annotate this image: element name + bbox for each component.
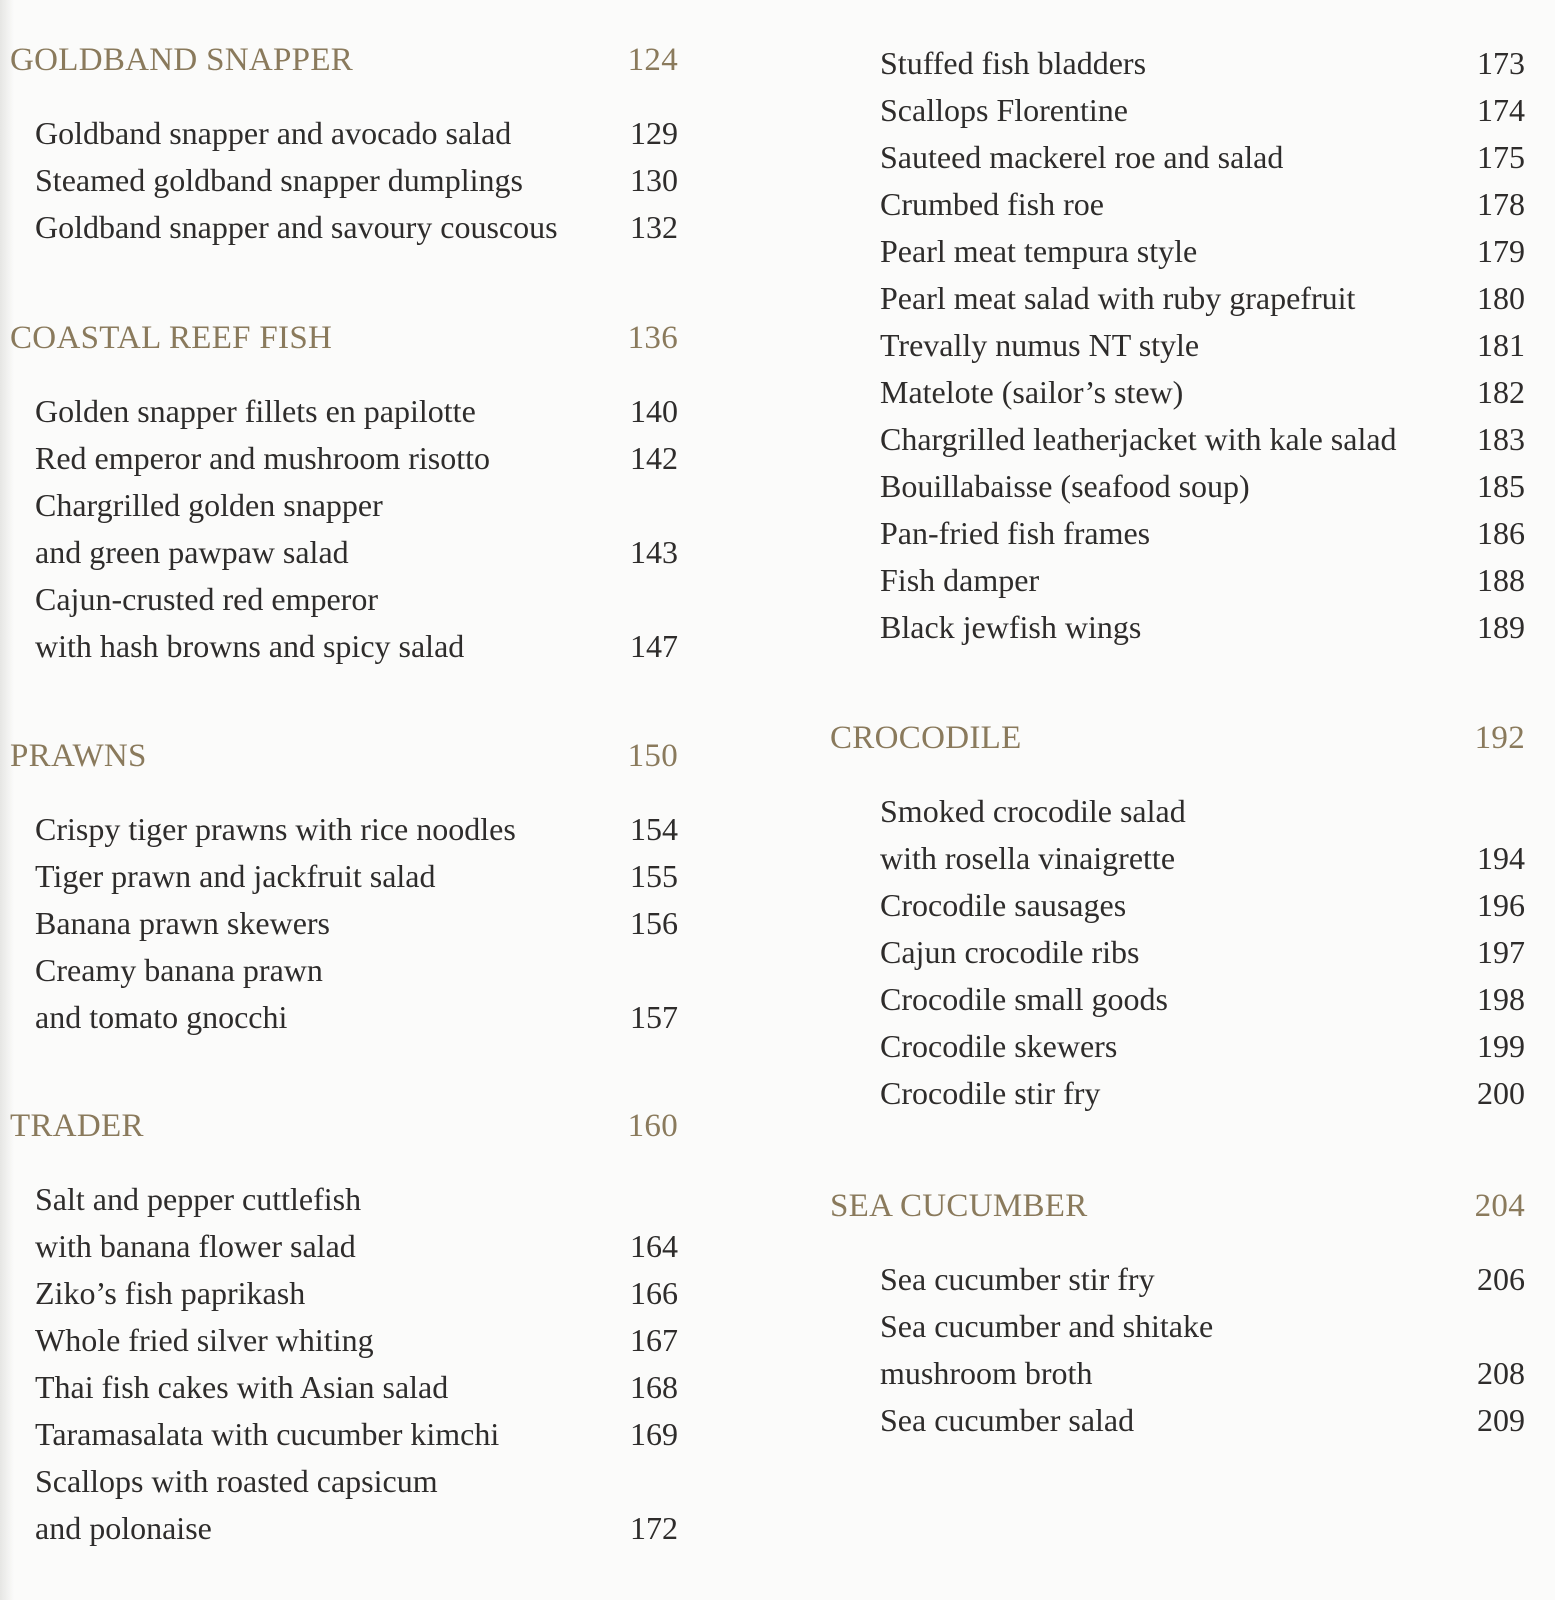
recipe-title xyxy=(35,1364,448,1411)
recipe-title-line: Fish damper xyxy=(880,562,1040,598)
recipe-title-line: Scallops with roasted capsicum xyxy=(35,1463,438,1499)
recipe-entry xyxy=(880,322,1525,369)
recipe-entry xyxy=(880,1256,1525,1303)
recipe-entry xyxy=(35,1317,678,1364)
recipe-title xyxy=(880,134,1283,181)
section-heading xyxy=(10,1108,678,1148)
recipe-title xyxy=(35,900,330,947)
recipe-page-number: 157 xyxy=(630,999,678,1035)
recipe-title xyxy=(35,482,383,576)
recipe-entry xyxy=(35,482,678,576)
section-heading xyxy=(10,320,678,360)
recipe-page-number: 142 xyxy=(630,440,678,476)
recipe-title-line: Red emperor and mushroom risotto xyxy=(35,440,491,476)
recipe-page-number: 172 xyxy=(630,1510,678,1546)
recipe-title-line: Crocodile small goods xyxy=(880,981,1168,1017)
recipe-title-line: Scallops Florentine xyxy=(880,92,1128,128)
recipe-title-line: Pan-fried fish frames xyxy=(880,515,1151,551)
recipe-entry xyxy=(880,275,1525,322)
recipe-title-line: Banana prawn skewers xyxy=(35,905,330,941)
recipe-title xyxy=(880,788,1186,882)
recipe-entry xyxy=(35,1458,678,1552)
recipe-entry xyxy=(880,788,1525,882)
section-page-number: 204 xyxy=(1474,1188,1525,1224)
recipe-page-number: 143 xyxy=(630,534,678,570)
recipe-title-line: and polonaise xyxy=(35,1510,212,1546)
recipe-entry xyxy=(880,463,1525,510)
recipe-page-number: 194 xyxy=(1477,840,1525,876)
recipe-entry xyxy=(880,976,1525,1023)
recipe-title xyxy=(35,204,558,251)
section-heading xyxy=(830,1188,1525,1228)
recipe-page-number: 188 xyxy=(1477,562,1525,598)
section-page-number: 124 xyxy=(627,42,678,78)
recipe-page-number: 156 xyxy=(630,905,678,941)
recipe-title-line: Taramasalata with cucumber kimchi xyxy=(35,1416,500,1452)
recipe-title-line: Pearl meat tempura style xyxy=(880,233,1198,269)
recipe-title-line: Smoked crocodile salad xyxy=(880,793,1186,829)
recipe-entry xyxy=(35,576,678,670)
recipe-title xyxy=(35,1270,305,1317)
recipe-entry xyxy=(880,181,1525,228)
recipe-title xyxy=(880,1397,1134,1444)
recipe-title xyxy=(35,435,490,482)
recipe-title-line: Chargrilled leatherjacket with kale salad xyxy=(880,421,1397,457)
recipe-entry xyxy=(880,557,1525,604)
recipe-title-line: Pearl meat salad with ruby grapefruit xyxy=(880,280,1356,316)
recipe-title xyxy=(880,557,1039,604)
recipe-page-number: 132 xyxy=(630,209,678,245)
recipe-entry xyxy=(880,40,1525,87)
section-page-number: 136 xyxy=(627,320,678,356)
recipe-entry xyxy=(35,204,678,251)
recipe-title-line: Goldband snapper and savoury couscous xyxy=(35,209,558,245)
recipe-title-line: Sea cucumber stir fry xyxy=(880,1261,1155,1297)
recipe-entry xyxy=(35,110,678,157)
recipe-page-number: 183 xyxy=(1477,421,1525,457)
recipe-page-number: 200 xyxy=(1477,1075,1525,1111)
recipe-title xyxy=(880,1070,1100,1117)
recipe-entry xyxy=(880,510,1525,557)
recipe-entry xyxy=(35,1411,678,1458)
recipe-title-line: Ziko’s fish paprikash xyxy=(35,1275,306,1311)
recipe-entry xyxy=(880,929,1525,976)
recipe-entry xyxy=(35,947,678,1041)
recipe-page-number: 198 xyxy=(1477,981,1525,1017)
recipe-page-number: 180 xyxy=(1477,280,1525,316)
recipe-page-number: 147 xyxy=(630,628,678,664)
recipe-page-number: 186 xyxy=(1477,515,1525,551)
recipe-page-number: 197 xyxy=(1477,934,1525,970)
recipe-page-number: 167 xyxy=(630,1322,678,1358)
recipe-page-number: 155 xyxy=(630,858,678,894)
recipe-page-number: 209 xyxy=(1477,1402,1525,1438)
section-heading xyxy=(10,738,678,778)
recipe-title xyxy=(35,947,323,1041)
recipe-page-number: 154 xyxy=(630,811,678,847)
section-title: PRAWNS xyxy=(10,738,147,774)
recipe-title xyxy=(35,110,511,157)
recipe-title xyxy=(880,604,1141,651)
recipe-page-number: 182 xyxy=(1477,374,1525,410)
recipe-title-line: Stuffed fish bladders xyxy=(880,45,1147,81)
recipe-title-line: Tiger prawn and jackfruit salad xyxy=(35,858,436,894)
recipe-title-line: Creamy banana prawn xyxy=(35,952,323,988)
recipe-title-line: Crispy tiger prawns with rice noodles xyxy=(35,811,516,847)
section-title: SEA CUCUMBER xyxy=(830,1188,1088,1224)
recipe-page-number: 185 xyxy=(1477,468,1525,504)
recipe-title-line: Cajun-crusted red emperor xyxy=(35,581,378,617)
recipe-page-number: 164 xyxy=(630,1228,678,1264)
recipe-title xyxy=(35,157,523,204)
recipe-title xyxy=(35,1458,438,1552)
recipe-title xyxy=(35,576,464,670)
recipe-title-line: Sea cucumber and shitake xyxy=(880,1308,1214,1344)
recipe-title xyxy=(880,976,1168,1023)
recipe-page-number: 169 xyxy=(630,1416,678,1452)
recipe-title-line: with banana flower salad xyxy=(35,1228,356,1264)
recipe-entry xyxy=(35,806,678,853)
recipe-title xyxy=(880,1303,1213,1397)
recipe-title-line: and tomato gnocchi xyxy=(35,999,288,1035)
recipe-title-line: and green pawpaw salad xyxy=(35,534,349,570)
recipe-entry xyxy=(35,853,678,900)
recipe-title-line: Sea cucumber salad xyxy=(880,1402,1135,1438)
recipe-entry xyxy=(880,604,1525,651)
recipe-title xyxy=(880,1256,1155,1303)
section-title: CROCODILE xyxy=(830,720,1022,756)
recipe-entry xyxy=(35,435,678,482)
section-heading xyxy=(830,720,1525,760)
section-page-number: 192 xyxy=(1474,720,1525,756)
recipe-page-number: 179 xyxy=(1477,233,1525,269)
recipe-title xyxy=(880,882,1126,929)
recipe-title xyxy=(880,322,1199,369)
recipe-title xyxy=(880,510,1150,557)
recipe-entry xyxy=(35,157,678,204)
recipe-title xyxy=(880,416,1397,463)
recipe-entry xyxy=(880,228,1525,275)
recipe-page-number: 189 xyxy=(1477,609,1525,645)
recipe-entry xyxy=(880,882,1525,929)
recipe-title-line: Goldband snapper and avocado salad xyxy=(35,115,512,151)
recipe-title-line: Matelote (sailor’s stew) xyxy=(880,374,1184,410)
recipe-title-line: Thai fish cakes with Asian salad xyxy=(35,1369,449,1405)
recipe-title-line: with hash browns and spicy salad xyxy=(35,628,465,664)
section-title: COASTAL REEF FISH xyxy=(10,320,333,356)
recipe-title-line: Steamed goldband snapper dumplings xyxy=(35,162,523,198)
recipe-page-number: 140 xyxy=(630,393,678,429)
recipe-entry xyxy=(880,416,1525,463)
recipe-title xyxy=(880,369,1183,416)
recipe-title-line: Crumbed fish roe xyxy=(880,186,1104,222)
recipe-page-number: 208 xyxy=(1477,1355,1525,1391)
recipe-title-line: Bouillabaisse (seafood soup) xyxy=(880,468,1250,504)
recipe-page-number: 130 xyxy=(630,162,678,198)
recipe-title xyxy=(35,1411,499,1458)
recipe-entry xyxy=(35,388,678,435)
section-page-number: 150 xyxy=(627,738,678,774)
recipe-title xyxy=(35,1317,374,1364)
section-title: GOLDBAND SNAPPER xyxy=(10,42,354,78)
recipe-page-number: 175 xyxy=(1477,139,1525,175)
recipe-title xyxy=(880,275,1355,322)
recipe-title-line: Whole fried silver whiting xyxy=(35,1322,374,1358)
section-title: TRADER xyxy=(10,1108,144,1144)
recipe-page-number: 199 xyxy=(1477,1028,1525,1064)
recipe-title xyxy=(880,929,1139,976)
recipe-entry xyxy=(35,1176,678,1270)
recipe-title xyxy=(35,806,516,853)
recipe-entry xyxy=(880,1303,1525,1397)
recipe-entry xyxy=(35,1270,678,1317)
page-gutter-shade xyxy=(0,0,14,1600)
recipe-title-line: mushroom broth xyxy=(880,1355,1093,1391)
recipe-title-line: Trevally numus NT style xyxy=(880,327,1200,363)
recipe-page-number: 196 xyxy=(1477,887,1525,923)
recipe-entry xyxy=(880,1397,1525,1444)
recipe-title xyxy=(880,87,1128,134)
recipe-title xyxy=(880,1023,1117,1070)
recipe-title xyxy=(880,228,1197,275)
section-page-number: 160 xyxy=(627,1108,678,1144)
recipe-page-number: 166 xyxy=(630,1275,678,1311)
recipe-entry xyxy=(35,900,678,947)
recipe-title-line: Salt and pepper cuttlefish xyxy=(35,1181,362,1217)
recipe-title xyxy=(880,463,1250,510)
recipe-title-line: Chargrilled golden snapper xyxy=(35,487,383,523)
recipe-title-line: with rosella vinaigrette xyxy=(880,840,1176,876)
recipe-entry xyxy=(880,134,1525,181)
recipe-page-number: 173 xyxy=(1477,45,1525,81)
recipe-title-line: Black jewfish wings xyxy=(880,609,1142,645)
recipe-title xyxy=(880,40,1146,87)
recipe-title-line: Crocodile skewers xyxy=(880,1028,1118,1064)
section-heading xyxy=(10,42,678,82)
recipe-title-line: Crocodile sausages xyxy=(880,887,1127,923)
recipe-page-number: 178 xyxy=(1477,186,1525,222)
recipe-title-line: Sauteed mackerel roe and salad xyxy=(880,139,1284,175)
recipe-entry xyxy=(35,1364,678,1411)
recipe-entry xyxy=(880,1070,1525,1117)
recipe-title-line: Golden snapper fillets en papilotte xyxy=(35,393,476,429)
recipe-title xyxy=(35,853,435,900)
recipe-title xyxy=(35,1176,361,1270)
recipe-entry xyxy=(880,87,1525,134)
recipe-page-number: 129 xyxy=(630,115,678,151)
recipe-page-number: 181 xyxy=(1477,327,1525,363)
recipe-title xyxy=(880,181,1104,228)
recipe-page-number: 168 xyxy=(630,1369,678,1405)
recipe-title xyxy=(35,388,476,435)
recipe-title-line: Crocodile stir fry xyxy=(880,1075,1101,1111)
recipe-page-number: 206 xyxy=(1477,1261,1525,1297)
recipe-title-line: Cajun crocodile ribs xyxy=(880,934,1140,970)
recipe-entry xyxy=(880,369,1525,416)
recipe-page-number: 174 xyxy=(1477,92,1525,128)
recipe-entry xyxy=(880,1023,1525,1070)
